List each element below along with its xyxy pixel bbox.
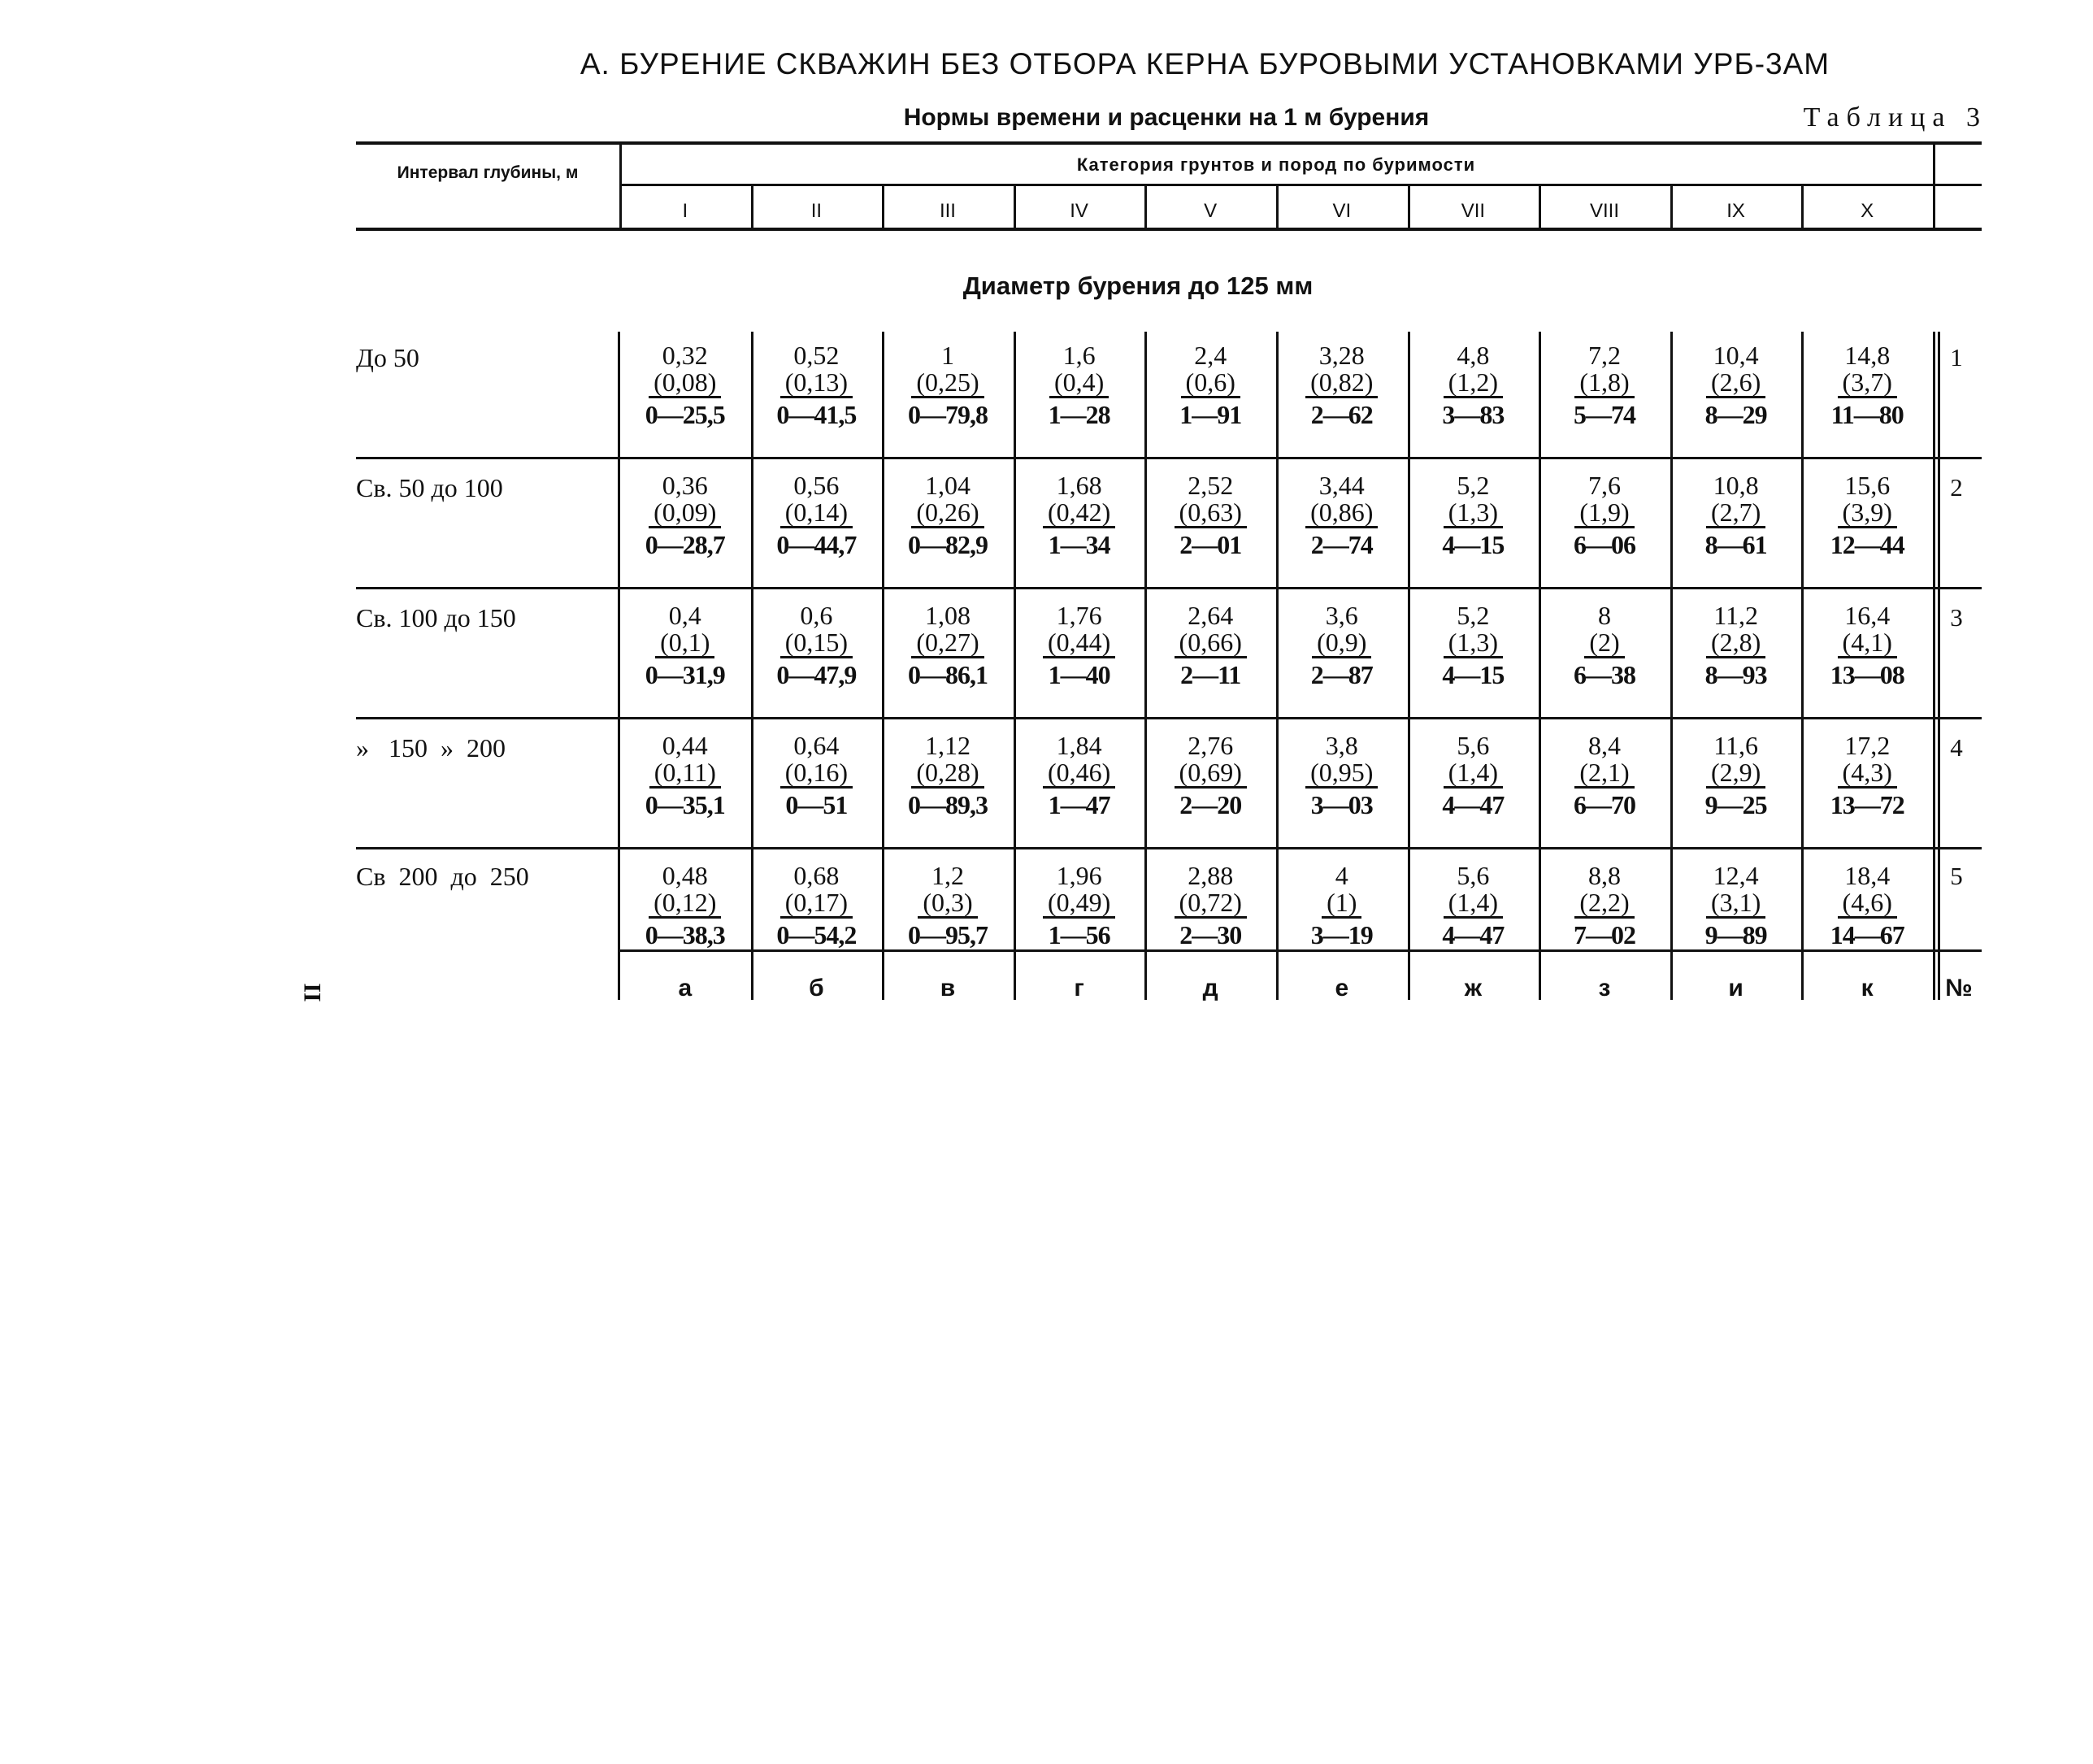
time-norm: 1,76 [1056,601,1102,630]
time-norm: 1,12 [924,731,971,760]
rate: 4—15 [1442,530,1505,559]
category-4: IV [1070,200,1088,222]
secondary-norm: (1,3) [1444,499,1503,528]
row-divider [356,717,1982,719]
rate: 1—40 [1048,660,1110,689]
table-cell [1801,602,1933,694]
time-norm: 2,52 [1188,471,1234,500]
rate: 0—44,7 [776,530,857,559]
secondary-norm: (2,1) [1574,759,1634,789]
table-cell [1670,732,1802,824]
secondary-norm: (0,49) [1043,889,1115,919]
row-divider [356,847,1982,849]
document-title: А. БУРЕНИЕ СКВАЖИН БЕЗ ОТБОРА КЕРНА БУРОВЫМИ УСТАНОВКАМИ УРБ-3АМ [580,47,1830,80]
table-subtitle: Нормы времени и расценки на 1 м бурения [903,104,1430,131]
secondary-norm: (1) [1322,889,1361,919]
time-norm: 1,84 [1056,731,1102,760]
secondary-norm: (0,72) [1175,889,1247,919]
rate: 1—34 [1048,530,1110,559]
page-margin-mark: II [298,983,326,1002]
table-cell [751,732,883,824]
column-code: к [1861,975,1874,1001]
rate: 8—29 [1704,400,1767,429]
rate: 0—79,8 [907,400,988,429]
category-divider [1408,185,1410,228]
category-5: V [1204,200,1218,222]
time-norm: 7,6 [1587,471,1621,500]
rate: 2—62 [1310,400,1373,429]
secondary-norm: (3,9) [1838,499,1897,528]
table-cell [1144,602,1276,694]
time-norm: 1 [940,341,954,370]
category-divider [1144,185,1147,228]
rate: 0—31,9 [645,660,725,689]
secondary-norm: (0,26) [911,499,984,528]
time-norm: 5,6 [1457,861,1490,890]
table-cell [1144,341,1276,434]
rate: 12—44 [1830,530,1904,559]
table-cell [1539,341,1670,434]
table-cell [1276,862,1408,954]
secondary-norm: (0,63) [1175,499,1247,528]
time-norm: 1,68 [1056,471,1102,500]
rate: 2—87 [1310,660,1373,689]
secondary-norm: (0,17) [780,889,853,919]
secondary-norm: (0,11) [649,759,721,789]
time-norm: 0,6 [800,601,833,630]
table-cell [1670,341,1802,434]
time-norm: 0,56 [793,471,840,500]
category-divider [1539,185,1541,228]
time-norm: 0,44 [662,731,708,760]
header-right-divider [1933,141,1935,229]
time-norm: 5,2 [1457,471,1490,500]
rate: 14—67 [1830,920,1904,949]
row-number: 5 [1950,862,1963,890]
secondary-norm: (0,09) [649,499,721,528]
table-cell [1144,732,1276,824]
rate: 0—86,1 [907,660,988,689]
time-norm: 2,88 [1188,861,1234,890]
time-norm: 2,4 [1194,341,1227,370]
rate: 0—54,2 [776,920,857,949]
secondary-norm: (0,86) [1305,499,1378,528]
secondary-norm: (0,46) [1043,759,1115,789]
code-number-label: № [1945,975,1973,1001]
secondary-norm: (0,25) [911,369,984,398]
time-norm: 18,4 [1844,861,1891,890]
secondary-norm: (0,13) [780,369,853,398]
time-norm: 1,04 [924,471,971,500]
category-divider [1801,185,1804,228]
time-norm: 12,4 [1713,861,1759,890]
secondary-norm: (4,1) [1838,629,1897,658]
secondary-norm: (2,8) [1706,629,1765,658]
table-cell [1801,341,1933,434]
category-10: X [1861,200,1874,222]
time-norm: 0,36 [662,471,708,500]
time-norm: 1,2 [931,861,964,890]
rate: 1—28 [1048,400,1110,429]
secondary-norm: (0,6) [1181,369,1240,398]
table-cell [882,471,1014,564]
secondary-norm: (1,4) [1444,889,1503,919]
rate: 3—03 [1310,790,1373,819]
secondary-norm: (0,69) [1175,759,1247,789]
row-divider [356,457,1982,459]
time-norm: 2,64 [1188,601,1234,630]
rate: 6—38 [1573,660,1635,689]
column-code: в [940,975,956,1001]
table-cell [619,602,751,694]
row-number: 2 [1950,473,1963,502]
time-norm: 10,8 [1713,471,1759,500]
table-cell [1014,732,1145,824]
category-1: I [682,200,688,222]
rate: 0—25,5 [645,400,725,429]
secondary-norm: (0,14) [780,499,853,528]
rate: 6—06 [1573,530,1635,559]
table-cell [1276,471,1408,564]
header-mid-rule [619,184,1982,186]
secondary-norm: (0,3) [918,889,977,919]
category-7: VII [1461,200,1486,222]
table-cell [1801,862,1933,954]
secondary-norm: (4,6) [1838,889,1897,919]
row-label: » 150 » 200 [356,733,506,763]
rate: 0—35,1 [645,790,725,819]
rate: 3—19 [1310,920,1373,949]
rate: 4—15 [1442,660,1505,689]
table-cell [1144,862,1276,954]
table-cell [1801,471,1933,564]
rate: 2—01 [1179,530,1242,559]
table-cell [1276,732,1408,824]
time-norm: 5,6 [1457,731,1490,760]
table-cell [619,341,751,434]
secondary-norm: (2) [1584,629,1624,658]
time-norm: 0,32 [662,341,708,370]
time-norm: 2,76 [1188,731,1234,760]
column-code: и [1728,975,1743,1001]
table-cell [882,732,1014,824]
time-norm: 4 [1335,861,1348,890]
category-8: VIII [1589,200,1619,222]
secondary-norm: (0,82) [1305,369,1378,398]
table-cell [1014,862,1145,954]
table-cell [1408,732,1539,824]
rate: 1—56 [1048,920,1110,949]
time-norm: 3,6 [1325,601,1358,630]
secondary-norm: (2,6) [1706,369,1765,398]
time-norm: 15,6 [1844,471,1891,500]
table-cell [1014,341,1145,434]
category-6: VI [1332,200,1352,222]
rate: 4—47 [1442,920,1505,949]
time-norm: 0,4 [668,601,701,630]
time-norm: 14,8 [1844,341,1891,370]
time-norm: 0,64 [793,731,840,760]
category-divider [751,185,753,228]
secondary-norm: (0,95) [1305,759,1378,789]
secondary-norm: (0,9) [1312,629,1371,658]
table-cell [1801,732,1933,824]
category-divider [1014,185,1016,228]
rate: 6—70 [1573,790,1635,819]
secondary-norm: (0,66) [1175,629,1247,658]
time-norm: 10,4 [1713,341,1759,370]
table-cell [1670,471,1802,564]
time-norm: 8,8 [1587,861,1621,890]
table-cell [751,471,883,564]
table-cell [882,862,1014,954]
secondary-norm: (0,16) [780,759,853,789]
table-cell [1408,602,1539,694]
table-cell [1014,602,1145,694]
rate: 5—74 [1573,400,1635,429]
secondary-norm: (0,12) [649,889,721,919]
table-cell [1670,602,1802,694]
row-label: До 50 [356,343,419,372]
secondary-norm: (4,3) [1838,759,1897,789]
rate: 0—82,9 [907,530,988,559]
secondary-norm: (1,8) [1574,369,1634,398]
table-cell [751,862,883,954]
rate: 0—38,3 [645,920,725,949]
header-top-rule [356,141,1982,145]
category-divider [882,185,884,228]
table-cell [619,732,751,824]
column-divider [1933,332,1935,1000]
header-bottom-rule [356,228,1982,231]
table-cell [1539,602,1670,694]
interval-header: Интервал глубины, м [397,163,579,182]
rate: 0—28,7 [645,530,725,559]
table-label: Таблица 3 [1803,102,1987,133]
category-divider [1276,185,1279,228]
secondary-norm: (0,15) [780,629,853,658]
secondary-norm: (0,42) [1043,499,1115,528]
rate: 2—30 [1179,920,1242,949]
rate: 13—72 [1830,790,1904,819]
row-divider [356,587,1982,589]
secondary-norm: (2,2) [1574,889,1634,919]
table-cell [1014,471,1145,564]
secondary-norm: (0,28) [911,759,984,789]
secondary-norm: (1,3) [1444,629,1503,658]
table-cell [1276,602,1408,694]
time-norm: 11,2 [1713,601,1758,630]
table-cell [751,602,883,694]
table-cell [1539,862,1670,954]
row-label: Св 200 до 250 [356,862,529,891]
time-norm: 0,68 [793,861,840,890]
secondary-norm: (0,08) [649,369,721,398]
time-norm: 8,4 [1587,731,1621,760]
time-norm: 5,2 [1457,601,1490,630]
secondary-norm: (1,4) [1444,759,1503,789]
rate: 1—47 [1048,790,1110,819]
rate: 7—02 [1573,920,1635,949]
rate: 8—93 [1704,660,1767,689]
secondary-norm: (3,7) [1838,369,1897,398]
time-norm: 0,48 [662,861,708,890]
column-code: а [678,975,693,1001]
table-cell [751,341,883,434]
rate: 0—47,9 [776,660,857,689]
secondary-norm: (0,1) [655,629,714,658]
secondary-norm: (0,4) [1049,369,1109,398]
table-cell [619,471,751,564]
table-cell [1539,471,1670,564]
section-title: Диаметр бурения до 125 мм [962,272,1314,300]
time-norm: 17,2 [1844,731,1891,760]
category-header: Категория грунтов и пород по буримости [1076,154,1476,175]
column-code: ж [1464,975,1483,1001]
rate: 8—61 [1704,530,1767,559]
time-norm: 0,52 [793,341,840,370]
row-number: 4 [1950,733,1963,762]
table-cell [1144,471,1276,564]
rate: 0—51 [785,790,848,819]
table-cell [1408,341,1539,434]
table-cell [882,602,1014,694]
secondary-norm: (1,9) [1574,499,1634,528]
time-norm: 1,96 [1056,861,1102,890]
row-number-divider [1938,332,1940,1000]
row-label: Св. 50 до 100 [356,473,503,502]
secondary-norm: (1,2) [1444,369,1503,398]
rate: 2—20 [1179,790,1242,819]
rate: 13—08 [1830,660,1904,689]
category-3: III [939,200,956,222]
table-cell [1670,862,1802,954]
rate: 2—74 [1310,530,1373,559]
column-code: г [1074,975,1084,1001]
time-norm: 3,8 [1325,731,1358,760]
secondary-norm: (2,7) [1706,499,1765,528]
rate: 11—80 [1830,400,1904,429]
rate: 9—25 [1704,790,1767,819]
category-2: II [810,200,823,222]
secondary-norm: (0,44) [1043,629,1115,658]
table-cell [1408,862,1539,954]
table-cell [619,862,751,954]
column-code: е [1335,975,1349,1001]
category-divider [1670,185,1673,228]
secondary-norm: (2,9) [1706,759,1765,789]
secondary-norm: (3,1) [1706,889,1765,919]
column-code: б [809,975,824,1001]
rate: 0—95,7 [907,920,988,949]
time-norm: 1,08 [924,601,971,630]
rate: 9—89 [1704,920,1767,949]
rate: 2—11 [1180,660,1241,689]
table-cell [1408,471,1539,564]
category-9: IX [1726,200,1745,222]
row-number: 3 [1950,603,1963,632]
table-cell [1539,732,1670,824]
rate: 1—91 [1179,400,1242,429]
table-cell [882,341,1014,434]
time-norm: 11,6 [1713,731,1758,760]
time-norm: 3,44 [1318,471,1365,500]
time-norm: 7,2 [1587,341,1621,370]
rate: 4—47 [1442,790,1505,819]
column-code: з [1598,975,1611,1001]
time-norm: 8 [1597,601,1611,630]
table-cell [1276,341,1408,434]
rate: 3—83 [1442,400,1505,429]
time-norm: 16,4 [1844,601,1891,630]
column-code: д [1202,975,1218,1001]
row-number: 1 [1950,343,1963,371]
time-norm: 4,8 [1457,341,1490,370]
rate: 0—89,3 [907,790,988,819]
rate: 0—41,5 [776,400,857,429]
secondary-norm: (0,27) [911,629,984,658]
time-norm: 3,28 [1318,341,1365,370]
row-label: Св. 100 до 150 [356,603,516,632]
time-norm: 1,6 [1062,341,1096,370]
